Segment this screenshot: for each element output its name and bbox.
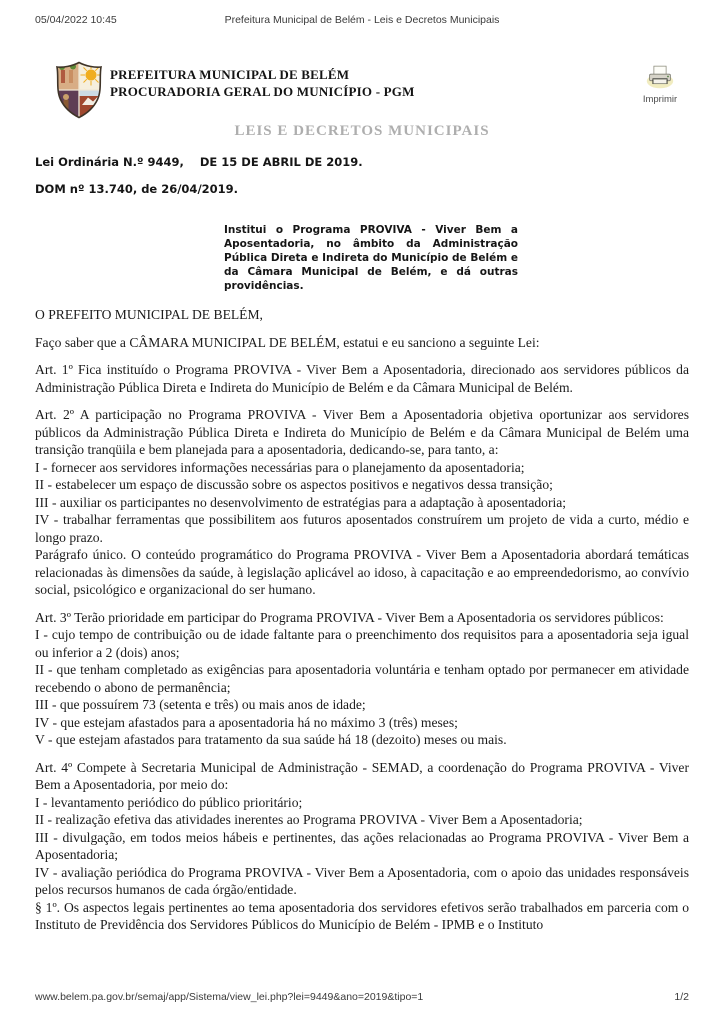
paragraph: Parágrafo único. O conteúdo programático do Programa PROVIVA - Viver Bem a Aposentadoria abordará temáticas relacionadas às dimensões da saúde, à legislação aplicável ao idoso, à capacitação e ao empreendedorismo, ao convívio social, psicológico e organizacional do ser humano. (35, 547, 689, 597)
paragraph: O PREFEITO MUNICIPAL DE BELÉM, (35, 307, 263, 322)
paragraph: I - cujo tempo de contribuição ou de idade faltante para o preenchimento dos requisitos para a aposentadoria seja igual ou inferior a 2 (dois) anos; (35, 627, 689, 660)
paragraph: III - auxiliar os participantes no desenvolvimento de estratégias para a adaptação à aposentadoria; (35, 494, 567, 510)
article-2-block (35, 406, 689, 599)
article-4-block (35, 759, 689, 934)
paragraph: II - estabelecer um espaço de discussão sobre os aspectos positivos e negativos dessa transição; (35, 477, 553, 492)
paragraph: § 1º. Os aspectos legais pertinentes ao tema aposentadoria dos servidores efetivos serão trabalhados em parceria com o Instituto de Previdência dos Servidores Públicos do Município de Belém - IPMB e o Instituto (35, 899, 689, 932)
paragraph: Art. 3º Terão prioridade em participar do Programa PROVIVA - Viver Bem a Aposentadoria os servidores públicos: (35, 609, 664, 625)
preamble-block (35, 306, 689, 324)
print-header-title: Prefeitura Municipal de Belém - Leis e Decretos Municipais (224, 14, 500, 26)
article-3-block (35, 609, 689, 749)
org-department-line: PROCURADORIA GERAL DO MUNICÍPIO - PGM (110, 83, 415, 99)
paragraph: Art. 4º Compete à Secretaria Municipal de Administração - SEMAD, a coordenação do Programa PROVIVA - Viver Bem a Aposentadoria, por meio do: (35, 759, 689, 792)
paragraph: II - que tenham completado as exigências para aposentadoria voluntária e tenham optado por permanecer em atividade recebendo o abono de permanência; (35, 662, 689, 695)
belem-coat-of-arms-logo (54, 61, 104, 119)
article-1-block (35, 361, 689, 396)
paragraph: IV - avaliação periódica do Programa PROVIVA - Viver Bem a Aposentadoria, com o apoio das unidades responsáveis pelos recursos humanos de cada órgão/entidade. (35, 864, 689, 897)
paragraph: Art. 2º A participação no Programa PROVIVA - Viver Bem a Aposentadoria objetiva oportunizar aos servidores públicos da Administração Pública Direta e Indireta do Município de Belém e da Câmara Municipal de Belém uma transição tranqüila e bem planejada para a aposentadoria, dedicando-se, para tanto, a: (35, 407, 689, 457)
letterhead (110, 67, 415, 100)
dom-reference: DOM nº 13.740, de 26/04/2019. (35, 182, 239, 196)
law-title: Lei Ordinária N.º 9449, DE 15 DE ABRIL DE 2019. (35, 155, 363, 169)
law-body (35, 306, 689, 934)
print-header-datetime: 05/04/2022 10:45 (35, 14, 117, 26)
paragraph: V - que estejam afastados para tratamento da sua saúde há 18 (dezoito) meses ou mais. (35, 732, 507, 747)
print-button-label: Imprimir (642, 94, 678, 105)
paragraph: I - levantamento periódico do público prioritário; (35, 794, 303, 810)
law-ementa: Institui o Programa PROVIVA - Viver Bem a Aposentadoria, no âmbito da Administração Pública Direta e Indireta do Município de Belém e da Câmara Municipal de Belém, e dá outras providências. (224, 224, 518, 292)
paragraph: IV - trabalhar ferramentas que possibilitem aos futuros aposentados construírem um projeto de vida a curto, médio e longo prazo. (35, 512, 689, 545)
paragraph: III - que possuírem 73 (setenta e três) ou mais anos de idade; (35, 697, 366, 712)
paragraph: III - divulgação, em todos meios hábeis e pertinentes, das ações relacionadas ao Programa PROVIVA - Viver Bem a Aposentadoria; (35, 829, 689, 862)
printer-icon (636, 64, 684, 89)
enactment-block (35, 334, 689, 352)
paragraph: IV - que estejam afastados para a aposentadoria há no máximo 3 (três) meses; (35, 714, 458, 730)
print-footer-url: www.belem.pa.gov.br/semaj/app/Sistema/view_lei.php?lei=9449&ano=2019&tipo=1 (35, 991, 424, 1003)
print-footer-page-indicator: 1/2 (674, 991, 689, 1003)
paragraph: Art. 1º Fica instituído o Programa PROVIVA - Viver Bem a Aposentadoria, direcionado aos servidores públicos da Administração Pública Direta e Indireta do Município de Belém e da Câmara Municipal de Belém. (35, 362, 689, 395)
section-title: LEIS E DECRETOS MUNICIPAIS (234, 123, 490, 139)
print-button[interactable] (636, 64, 684, 107)
org-name-line: PREFEITURA MUNICIPAL DE BELÉM (110, 67, 350, 82)
paragraph: I - fornecer aos servidores informações necessárias para o planejamento da aposentadoria; (35, 459, 525, 475)
paragraph: Faço saber que a CÂMARA MUNICIPAL DE BELÉM, estatui e eu sanciono a seguinte Lei: (35, 334, 540, 350)
paragraph: II - realização efetiva das atividades inerentes ao Programa PROVIVA - Viver Bem a Aposentadoria; (35, 812, 583, 827)
